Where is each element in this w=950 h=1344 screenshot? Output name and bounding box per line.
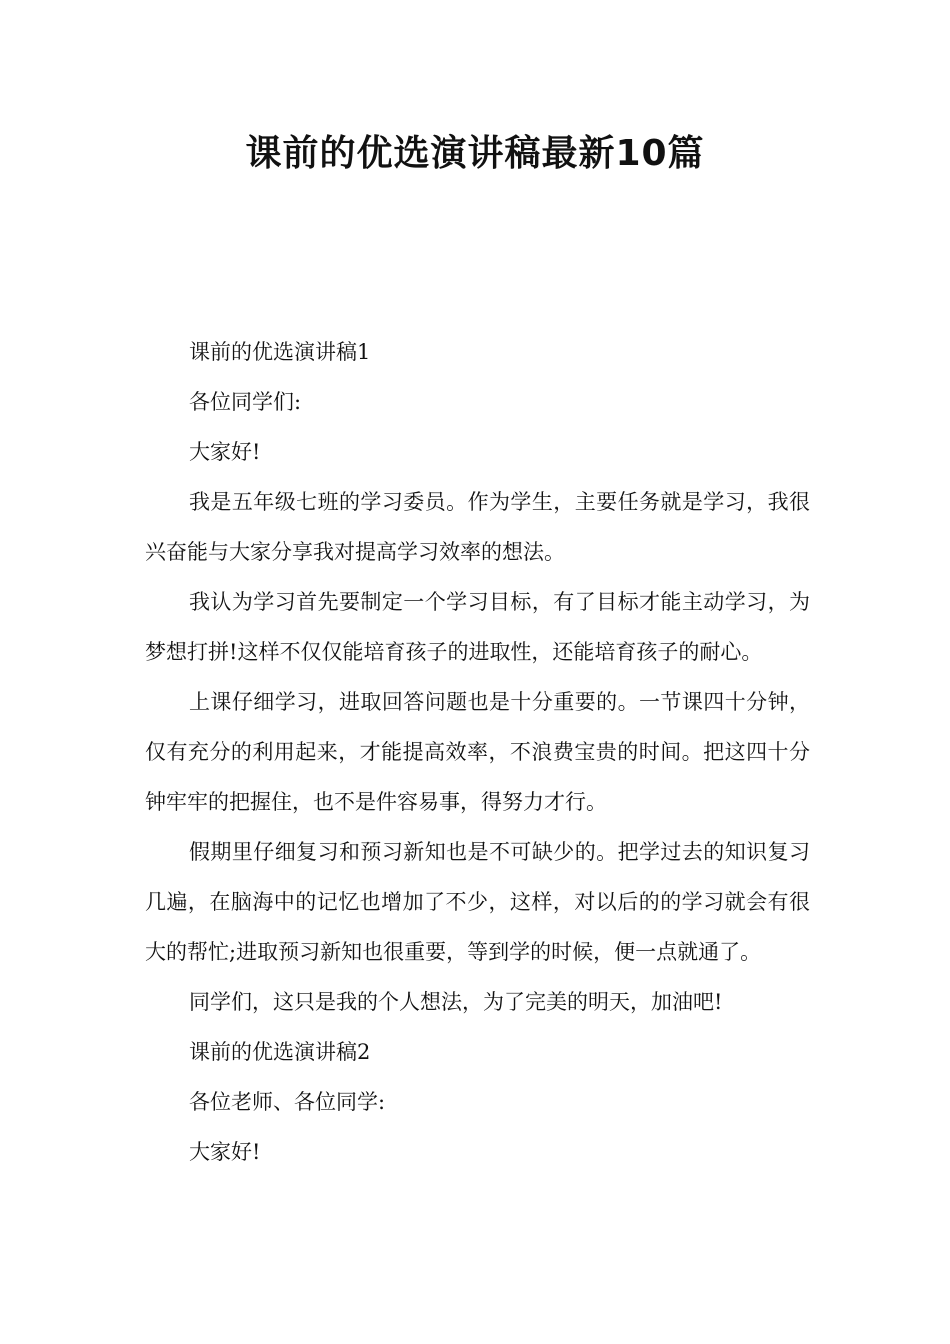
paragraph-intro: 我是五年级七班的学习委员。作为学生，主要任务就是学习，我很兴奋能与大家分享我对提高学习效率的想法。 [145, 490, 810, 564]
greeting: 大家好! [189, 440, 261, 464]
document-title: 课前的优选演讲稿最新10篇 [245, 133, 705, 174]
paragraph-class: 上课仔细学习，进取回答问题也是十分重要的。一节课四十分钟，仅有充分的利用起来，才能提高效率，不浪费宝贵的时间。把这四十分钟牢牢的把握住，也不是件容易事，得努力才行。 [145, 690, 810, 814]
paragraph-holiday: 假期里仔细复习和预习新知也是不可缺少的。把学过去的知识复习几遍，在脑海中的记忆也增加了不少，这样，对以后的的学习就会有很大的帮忙;进取预习新知也很重要，等到学的时候，便一点就通了。 [145, 840, 810, 964]
speech-2-heading: 课前的优选演讲稿2 [189, 1040, 371, 1064]
document-body [145, 327, 810, 1177]
greeting-2: 大家好! [189, 1140, 261, 1164]
salutation: 各位同学们: [189, 390, 302, 414]
speech-1-heading: 课前的优选演讲稿1 [189, 340, 371, 364]
paragraph-closing: 同学们，这只是我的个人想法，为了完美的明天，加油吧! [189, 990, 723, 1014]
salutation-2: 各位老师、各位同学: [189, 1090, 386, 1114]
paragraph-goal: 我认为学习首先要制定一个学习目标，有了目标才能主动学习，为梦想打拼!这样不仅仅能培育孩子的进取性，还能培育孩子的耐心。 [145, 590, 810, 664]
